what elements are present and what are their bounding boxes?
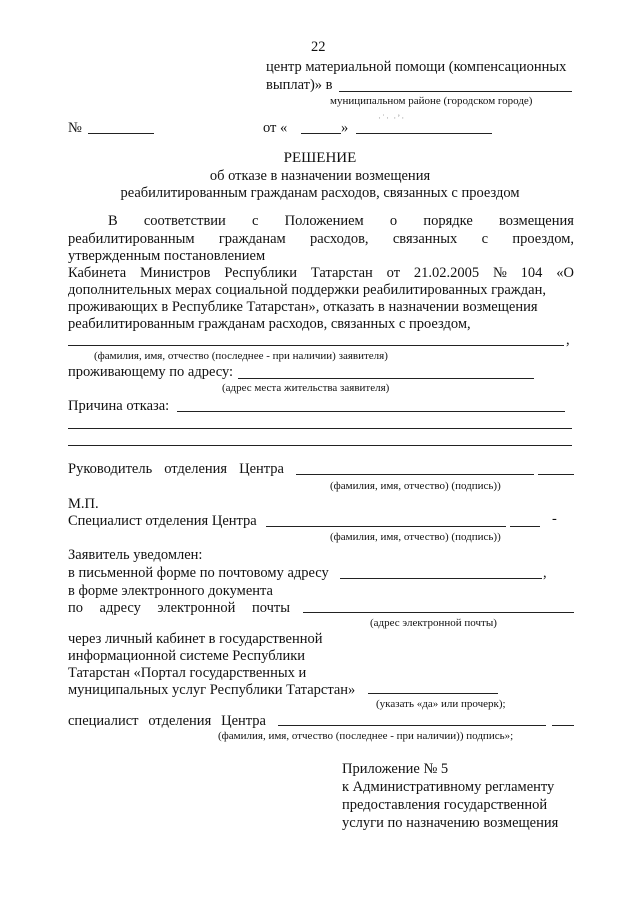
specialist-caption: (фамилия, имя, отчество) (подпись)): [330, 531, 501, 543]
head-of-department-signature-field[interactable]: [538, 474, 574, 475]
specialist2-name-field[interactable]: [278, 725, 546, 726]
cabinet-line-4: муниципальных услуг Республики Татарстан»: [68, 682, 356, 698]
municipality-caption: муниципальном районе (городском городе): [330, 95, 533, 107]
body-line-7: реабилитированным гражданам расходов, связанных с проездом,: [68, 316, 471, 332]
body-line-4: Кабинета Министров Республики Татарстан от 21.02.2005 № 104 «О: [68, 265, 574, 281]
head-of-department-name-field[interactable]: [296, 474, 534, 475]
residence-address-caption: (адрес места жительства заявителя): [222, 382, 390, 394]
document-subtitle-1: об отказе в назначении возмещения: [209, 168, 431, 184]
specialist2-signature-field[interactable]: [552, 725, 574, 726]
body-line-1: В соответствии с Положением о порядке возмещения: [108, 213, 574, 229]
email-label: по адресу электронной почты: [68, 600, 290, 616]
number-field[interactable]: [88, 133, 154, 134]
cabinet-answer-caption: (указать «да» или прочерк);: [376, 698, 506, 710]
body-line-5: дополнительных мерах социальной поддержки реабилитированных граждан,: [68, 282, 546, 298]
reason-field-3[interactable]: [68, 445, 572, 446]
appendix-line-3: предоставления государственной: [342, 797, 548, 813]
specialist-signature-field[interactable]: [510, 526, 540, 527]
body-line-6: проживающих в Республике Татарстан», отказать в назначении возмещения: [68, 299, 538, 315]
document-subtitle-2: реабилитированным гражданам расходов, связанных с проездом: [120, 185, 520, 201]
header-line-1: центр материальной помощи (компенсационных: [266, 59, 567, 75]
appendix-line-4: услуги по назначению возмещения: [342, 815, 559, 831]
postal-address-comma: ,: [543, 565, 547, 581]
reason-label: Причина отказа:: [68, 398, 170, 414]
date-day-field[interactable]: [301, 133, 341, 134]
date-month-year-field[interactable]: [356, 133, 492, 134]
reason-field-2[interactable]: [68, 428, 572, 429]
appendix-line-2: к Административному регламенту: [342, 779, 555, 795]
seal-place-label: М.П.: [68, 496, 99, 512]
email-address-field[interactable]: [303, 612, 574, 613]
notified-label: Заявитель уведомлен:: [68, 547, 203, 563]
applicant-name-field[interactable]: [68, 345, 564, 346]
residence-address-field[interactable]: [238, 378, 534, 379]
notified-postal-label: в письменной форме по почтовому адресу: [68, 565, 329, 581]
specialist2-caption: (фамилия, имя, отчество (последнее - при наличии)) подпись»;: [218, 730, 514, 742]
email-address-caption: (адрес электронной почты): [370, 617, 497, 629]
cabinet-line-1: через личный кабинет в государственной: [68, 631, 323, 647]
municipality-field[interactable]: [339, 91, 572, 92]
body-line-3: утвержденным постановлением: [68, 248, 266, 264]
specialist-name-field[interactable]: [266, 526, 506, 527]
cabinet-line-2: информационной системе Республики: [68, 648, 306, 664]
reason-field-1[interactable]: [177, 411, 565, 412]
number-label: №: [68, 120, 82, 136]
applicant-name-comma: ,: [566, 332, 570, 348]
body-line-2: реабилитированным гражданам расходов, связанных с проездом,: [68, 231, 574, 247]
specialist-dash: -: [552, 511, 557, 527]
applicant-name-caption: (фамилия, имя, отчество (последнее - при наличии) заявителя): [94, 350, 388, 362]
specialist-label: Специалист отделения Центра: [68, 513, 257, 529]
date-close-quote: »: [341, 120, 349, 136]
page-number: 22: [311, 39, 326, 55]
document-title: РЕШЕНИЕ: [283, 150, 357, 166]
cabinet-line-3: Татарстан «Портал государственных и: [68, 665, 307, 681]
specialist2-label: специалист отделения Центра: [68, 713, 266, 729]
residing-label: проживающему по адресу:: [68, 364, 234, 380]
header-line-2: выплат)» в: [266, 77, 333, 93]
cabinet-answer-field[interactable]: [368, 693, 498, 694]
date-from-label: от «: [263, 120, 288, 136]
notified-electronic-label: в форме электронного документа: [68, 583, 273, 599]
head-of-department-label: Руководитель отделения Центра: [68, 461, 284, 477]
faint-stamp: ·˙· ·’·: [378, 113, 406, 123]
appendix-line-1: Приложение № 5: [342, 761, 449, 777]
head-of-department-caption: (фамилия, имя, отчество) (подпись)): [330, 480, 501, 492]
postal-address-field[interactable]: [340, 578, 542, 579]
